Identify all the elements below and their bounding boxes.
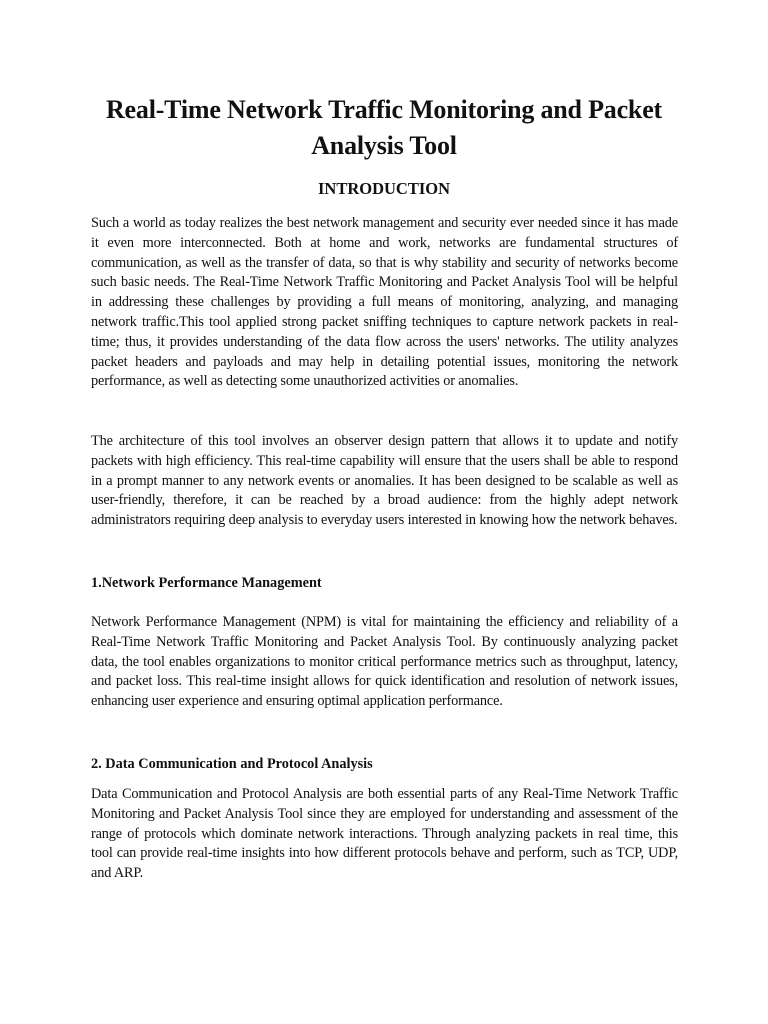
section-body-protocol-analysis: Data Communication and Protocol Analysis are both essential parts of any Real-Time Network Traffic Monitoring and Packet Analysis Tool since they are employed for understanding and assessment of the range of protocols which dominate network interactions. Through analyzing packets in real time, this tool can provide real-time insights into how different protocols behave and perform, such as TCP, UDP, and ARP. (91, 786, 678, 882)
introduction-paragraph-1: Such a world as today realizes the best network management and security ever needed since it has made it even more interconnected. Both at home and work, networks are fundamental structures of communication, as well as the transfer of data, so that is why stability and security of networks become such basic needs. The Real-Time Network Traffic Monitoring and Packet Analysis Tool will be helpful in addressing these challenges by providing a full means of monitoring, analyzing, and managing network traffic.This tool applied strong packet sniffing techniques to capture network packets in real-time; thus, it provides understanding of the data flow across the users' networks. The utility analyzes packet headers and payloads and may help in detailing potential issues, monitoring the network performance, as well as detecting some unauthorized activities or anomalies. (91, 215, 678, 390)
document-title: Real-Time Network Traffic Monitoring and Packet Analysis Tool (105, 95, 662, 160)
section-heading-protocol-analysis: 2. Data Communication and Protocol Analysis (91, 756, 373, 772)
section-heading-network-performance: 1.Network Performance Management (91, 575, 322, 591)
section-body-network-performance: Network Performance Management (NPM) is vital for maintaining the efficiency and reliability of a Real-Time Network Traffic Monitoring and Packet Analysis Tool. By continuously analyzing packet data, the tool enables organizations to monitor critical performance metrics such as throughput, latency, and packet loss. This real-time insight allows for quick identification and resolution of network issues, enhancing user experience and ensuring optimal application performance. (91, 614, 678, 710)
introduction-paragraph-2: The architecture of this tool involves an observer design pattern that allows it to update and notify packets with high efficiency. This real-time capability will ensure that the users shall be able to respond in a prompt manner to any network events or anomalies. It has been designed to be scalable as well as user-friendly, therefore, it can be reached by a broad audience: from the highly adept network administrators requiring deep analysis to everyday users interested in knowing how the network behaves. (91, 433, 678, 529)
introduction-heading: INTRODUCTION (317, 179, 451, 198)
